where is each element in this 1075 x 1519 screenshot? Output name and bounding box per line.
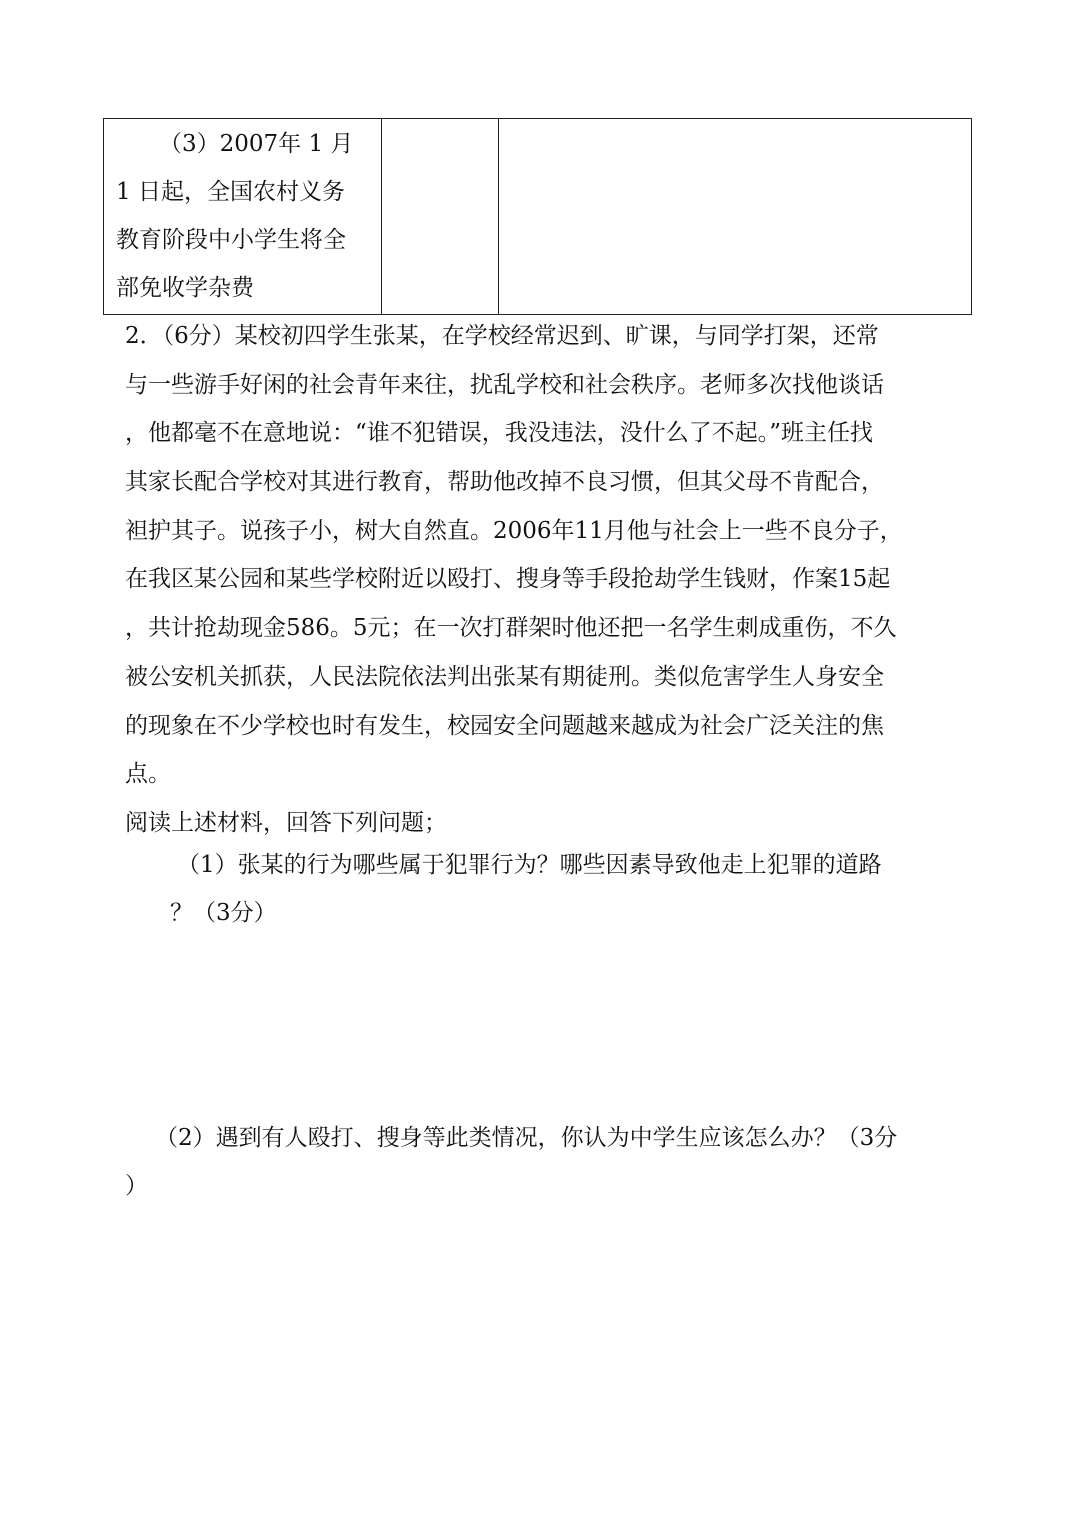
event-line: 部免收学杂费 xyxy=(116,275,254,301)
sub-question-1 xyxy=(125,841,955,937)
question-line: 2．（6分）某校初四学生张某，在学校经常迟到、旷课，与同学打架，还常 xyxy=(125,323,879,349)
event-line: 1 日起，全国农村义务 xyxy=(116,179,345,205)
instruction-line: 阅读上述材料，回答下列问题； xyxy=(125,809,447,836)
event-line: 教育阶段中小学生将全 xyxy=(116,227,346,253)
event-line: （3）2007年 1 月 xyxy=(159,131,354,157)
answer-table xyxy=(103,118,972,315)
table-cell-answer[interactable] xyxy=(499,119,972,315)
question-line: 其家长配合学校对其进行教育，帮助他改掉不良习惯，但其父母不肯配合， xyxy=(125,469,884,496)
sub-question-line: （2）遇到有人殴打、搜身等此类情况，你认为中学生应该怎么办？（3分 xyxy=(155,1125,898,1151)
question-line: 的现象在不少学校也时有发生，校园安全问题越来越成为社会广泛关注的焦 xyxy=(125,712,884,739)
table-cell-event xyxy=(104,119,382,315)
table-cell-blank[interactable] xyxy=(382,119,499,315)
table-row xyxy=(104,119,972,315)
question-line: 点。 xyxy=(125,761,171,788)
question-line: 与一些游手好闲的社会青年来往，扰乱学校和社会秩序。老师多次找他谈话 xyxy=(125,371,884,398)
sub-question-line: （1）张某的行为哪些属于犯罪行为？哪些因素导致他走上犯罪的道路 xyxy=(177,852,882,878)
question-line: ，他都毫不在意地说：“谁不犯错误，我没违法，没什么了不起。”班主任找 xyxy=(125,420,874,447)
question-2-text xyxy=(125,312,955,848)
sub-question-line: ） xyxy=(125,1173,148,1199)
question-line: 袒护其子。说孩子小，树大自然直。2006年11月他与社会上一些不良分子， xyxy=(125,517,903,544)
question-line: 在我区某公园和某些学校附近以殴打、搜身等手段抢劫学生钱财，作案15起 xyxy=(125,566,891,593)
sub-question-line: ？（3分） xyxy=(170,900,277,926)
sub-question-2 xyxy=(125,1114,955,1210)
question-line: 被公安机关抓获，人民法院依法判出张某有期徒刑。类似危害学生人身安全 xyxy=(125,663,884,690)
question-line: ，共计抢劫现金586。5元；在一次打群架时他还把一名学生刺成重伤，不久 xyxy=(125,615,897,642)
